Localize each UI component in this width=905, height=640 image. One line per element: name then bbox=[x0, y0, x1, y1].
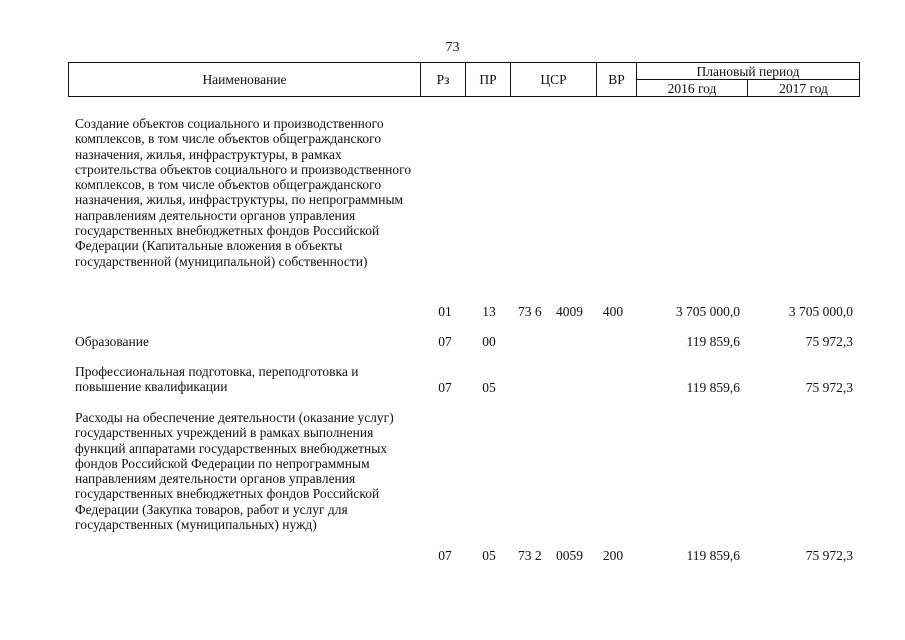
row-vr: 200 bbox=[602, 548, 624, 563]
header-rz: Рз bbox=[421, 63, 466, 97]
row-amount-2016: 119 859,6 bbox=[686, 548, 740, 563]
header-name: Наименование bbox=[69, 63, 421, 97]
row-csr-code: 4009 bbox=[556, 304, 583, 319]
header-pr: ПР bbox=[466, 63, 511, 97]
row-name: Расходы на обеспечение деятельности (оказание услуг) государственных учреждений в рамках выполнения функций аппаратами государственных внебюджетных фондов Российской Федерации по непрограммным направлениям деятельности органов управления государственных внебюджетных фондов Российской Федерации (Закупка товаров, работ и услуг для государственных (муниципальных) нужд) bbox=[75, 410, 394, 533]
row-pr: 13 bbox=[482, 304, 496, 319]
row-amount-2016: 119 859,6 bbox=[686, 334, 740, 349]
header-year-2017: 2017 год bbox=[748, 80, 860, 97]
header-year-2016: 2016 год bbox=[637, 80, 748, 97]
page-number: 73 bbox=[445, 40, 460, 55]
row-csr-program: 73 2 bbox=[518, 548, 542, 563]
row-vr: 400 bbox=[602, 304, 624, 319]
row-amount-2016: 119 859,6 bbox=[686, 380, 740, 395]
row-csr-code: 0059 bbox=[556, 548, 583, 563]
header-period: Плановый период bbox=[637, 63, 860, 80]
row-rz: 01 bbox=[438, 304, 452, 319]
row-rz: 07 bbox=[438, 548, 452, 563]
row-amount-2016: 3 705 000,0 bbox=[675, 304, 740, 319]
header-vr: ВР bbox=[597, 63, 637, 97]
row-pr: 05 bbox=[482, 380, 496, 395]
row-amount-2017: 3 705 000,0 bbox=[788, 304, 853, 319]
row-rz: 07 bbox=[438, 334, 452, 349]
row-amount-2017: 75 972,3 bbox=[805, 548, 853, 563]
row-amount-2017: 75 972,3 bbox=[805, 334, 853, 349]
row-rz: 07 bbox=[438, 380, 452, 395]
row-name: Создание объектов социального и производственного комплексов, в том числе объектов общегражданского назначения, жилья, инфраструктуры, в рамках строительства объектов социального и производственного комплексов, в том числе объектов общегражданского назначения, жилья, инфраструктуры, по непрограммным направлениям деятельности органов управления государственных внебюджетных фондов Российской Федерации (Капитальные вложения в объекты государственной (муниципальной) собственности) bbox=[75, 116, 412, 269]
row-name: Профессиональная подготовка, переподготовка и повышение квалификации bbox=[75, 364, 359, 395]
row-amount-2017: 75 972,3 bbox=[805, 380, 853, 395]
header-csr: ЦСР bbox=[511, 63, 597, 97]
row-csr-program: 73 6 bbox=[518, 304, 542, 319]
row-name: Образование bbox=[75, 334, 149, 349]
row-pr: 05 bbox=[482, 548, 496, 563]
row-pr: 00 bbox=[482, 334, 496, 349]
